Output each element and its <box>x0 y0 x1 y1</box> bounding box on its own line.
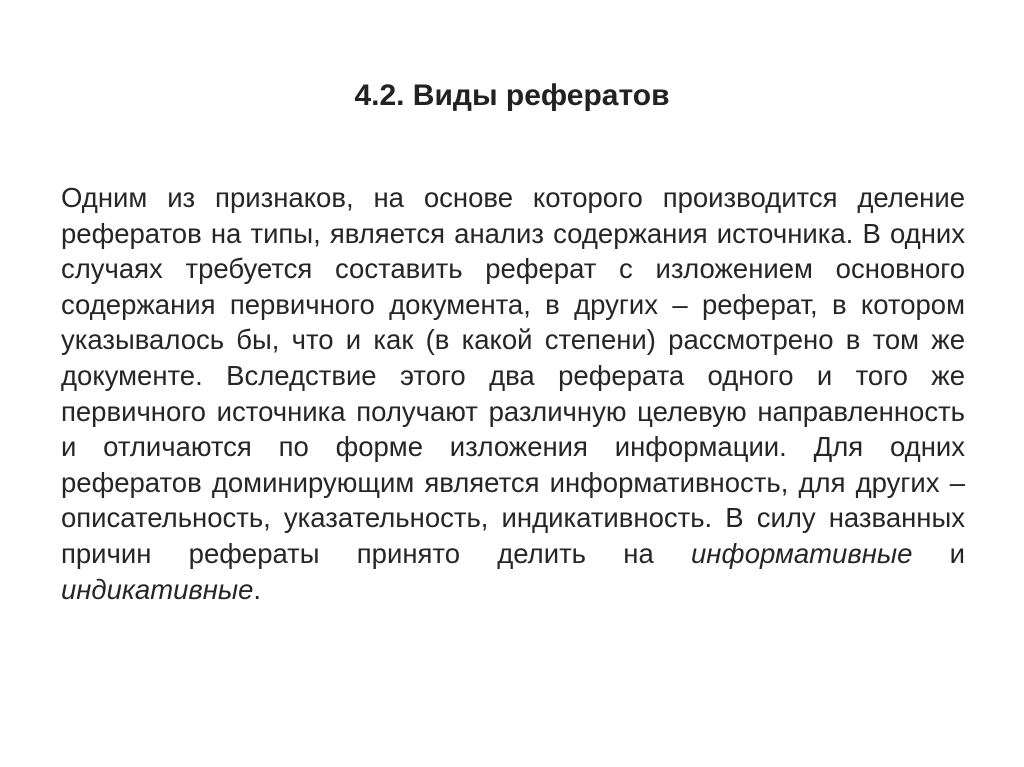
slide-body-paragraph <box>61 180 965 607</box>
body-text-start: Одним из признаков, на основе которого производится деление рефератов на типы, является анализ содержания источника. В одних случаях требуется составить реферат с изложением основного содержания первичного документа, в других – реферат, в котором указывалось бы, что и как (в какой степени) рассмотрено в том же документе. Вследствие этого два реферата одного и того же первичного источника получают различную целевую направленность и отличаются по форме изложения информации. Для одних рефератов доминирующим является информативность, для других – описательность, указательность, индикативность. В силу названных причин рефераты принято делить на <box>61 182 965 569</box>
body-text-end: . <box>253 573 262 605</box>
slide-title: 4.2. Виды рефератов <box>354 79 670 112</box>
emphasis-informative: информативные <box>691 537 913 569</box>
body-connector: и <box>949 537 966 569</box>
emphasis-indicative: индикативные <box>61 573 254 605</box>
